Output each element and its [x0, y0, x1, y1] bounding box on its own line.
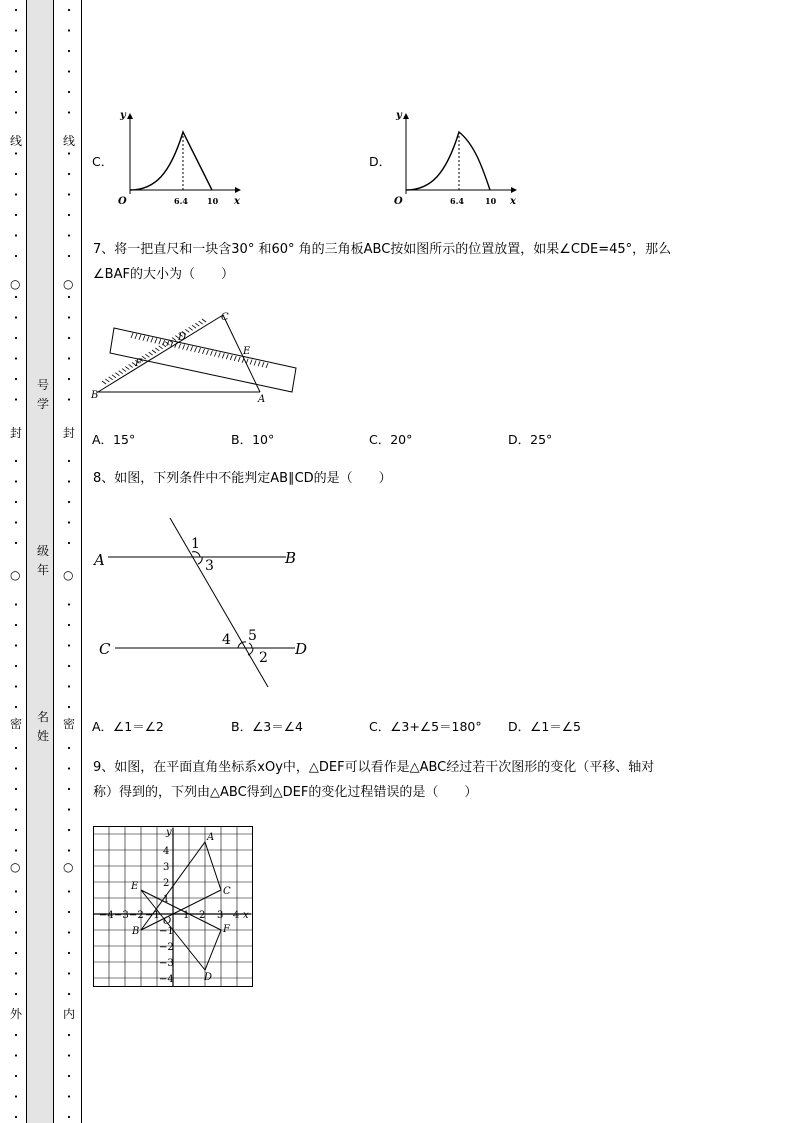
gutter-dot: [15, 972, 17, 974]
hatch-mark: [266, 363, 268, 368]
gutter-seal-mark: 线: [63, 134, 76, 148]
hatch-mark: [242, 358, 244, 363]
gutter-dot: [15, 501, 17, 503]
x-tick-label: −1: [145, 910, 160, 921]
graph-tick: 10: [485, 196, 497, 206]
point-e: E: [131, 881, 139, 892]
gutter-dot: [15, 603, 17, 605]
q8-figure: [90, 508, 320, 693]
hatch-mark: [246, 359, 248, 364]
gutter-dot: [15, 665, 17, 667]
hatch-mark: [109, 377, 113, 380]
hatch-mark: [131, 333, 133, 338]
fig-label-d: D: [178, 332, 187, 343]
y-tick-label: −2: [159, 942, 174, 953]
hatch-mark: [135, 334, 137, 339]
fig-label-e: E: [243, 346, 251, 357]
gutter-dot: [68, 624, 70, 626]
gutter-dot: [15, 1095, 17, 1097]
gutter-dot: [15, 767, 17, 769]
graph-tick: 6.4: [450, 196, 464, 206]
fig-label-a: A: [258, 394, 266, 405]
hatch-mark: [152, 350, 156, 353]
y-tick-label: 1: [163, 894, 170, 905]
gutter-dot: [15, 911, 17, 913]
hatch-mark: [191, 346, 193, 351]
hatch-mark: [145, 354, 149, 357]
gutter-dot: [15, 1116, 17, 1118]
gutter-circle: ○: [10, 277, 21, 291]
gutter-dot: [15, 255, 17, 257]
y-tick-label: 4: [163, 846, 170, 857]
gutter-dot: [15, 50, 17, 52]
q6-option-c-label: C．: [92, 154, 114, 169]
gutter-dot: [15, 378, 17, 380]
gutter-dot: [15, 542, 17, 544]
gutter-dot: [68, 50, 70, 52]
fig8-label-c: C: [99, 640, 111, 658]
q9-text-line-1: 9、如图，在平面直角坐标系xOy中，△DEF可以看作是△ABC经过若干次图形的变化（平移、轴对: [93, 760, 655, 775]
gutter-dot: [15, 1054, 17, 1056]
name-label: 名姓: [37, 710, 50, 743]
gutter-seal-mark: 线: [10, 134, 23, 148]
hatch-mark: [129, 364, 133, 367]
gutter-dot: [15, 521, 17, 523]
gutter-dot: [68, 788, 70, 790]
hatch-mark: [189, 327, 193, 330]
q8-option-c: C．∠3+∠5＝180°: [369, 719, 482, 734]
gutter-dot: [15, 952, 17, 954]
gutter-dot: [15, 9, 17, 11]
gutter-dot: [68, 890, 70, 892]
x-tick-label: −4: [99, 910, 114, 921]
gutter-dot: [68, 747, 70, 749]
hatch-mark: [238, 357, 240, 362]
x-tick-label: 4: [233, 910, 240, 921]
hatch-mark: [250, 359, 252, 364]
gutter-dot: [15, 890, 17, 892]
hatch-mark: [159, 339, 161, 344]
gutter-dot: [15, 296, 17, 298]
gutter-circle: ○: [63, 277, 74, 291]
hatch-mark: [199, 321, 203, 324]
gutter-seal-mark: 密: [63, 717, 76, 731]
hatch-mark: [234, 356, 236, 361]
q7-text-line-2: ∠BAF的大小为（ ）: [93, 267, 234, 282]
gutter-dot: [68, 378, 70, 380]
hatch-mark: [179, 344, 181, 349]
gutter-dot: [68, 808, 70, 810]
gutter-dot: [68, 644, 70, 646]
graph-origin: O: [394, 196, 403, 207]
gutter-dot: [15, 398, 17, 400]
hatch-mark: [210, 351, 212, 356]
hatch-mark: [202, 319, 206, 322]
q7-option-d: D．25°: [508, 432, 553, 447]
gutter-dot: [15, 152, 17, 154]
x-tick-label: 2: [199, 910, 206, 921]
graph-y-label: y: [396, 110, 402, 121]
y-tick-label: 3: [163, 862, 170, 873]
binding-gutter: [0, 0, 82, 1123]
gutter-dot: [15, 111, 17, 113]
point-f: F: [223, 924, 230, 935]
hatch-mark: [172, 338, 176, 341]
hatch-mark: [192, 325, 196, 328]
gutter-dot: [68, 603, 70, 605]
gutter-dot: [68, 460, 70, 462]
q8-text-line-1: 8、如图，下列条件中不能判定AB∥CD的是（ ）: [93, 471, 392, 486]
gutter-dot: [68, 29, 70, 31]
gutter-dot: [68, 665, 70, 667]
gutter-dot: [68, 1054, 70, 1056]
gutter-dot: [15, 316, 17, 318]
student-number-label: 号学: [37, 378, 50, 411]
hatch-mark: [183, 344, 185, 349]
gutter-dot: [68, 911, 70, 913]
gutter-dot: [68, 193, 70, 195]
gutter-dot: [15, 644, 17, 646]
fig-label-b: B: [91, 390, 99, 401]
fig-label-f: F: [135, 358, 142, 369]
hatch-mark: [139, 335, 141, 340]
q9-coordinate-figure: [93, 826, 253, 987]
gutter-dot: [15, 1075, 17, 1077]
gutter-dot: [15, 234, 17, 236]
gutter-dot: [68, 972, 70, 974]
gutter-dot: [15, 788, 17, 790]
hatch-mark: [206, 350, 208, 355]
fig-label-c: C: [221, 312, 229, 323]
gutter-dot: [68, 316, 70, 318]
hatch-mark: [214, 352, 216, 357]
gutter-dot: [68, 1116, 70, 1118]
point-d: D: [204, 972, 213, 983]
gutter-dot: [15, 70, 17, 72]
hatch-mark: [151, 337, 153, 342]
gutter-seal-mark: 内: [63, 1007, 76, 1021]
graph-x-label: x: [234, 196, 240, 207]
q8-option-d: D．∠1＝∠5: [508, 719, 581, 734]
gutter-dot: [15, 747, 17, 749]
gutter-circle: ○: [63, 568, 74, 582]
hatch-mark: [199, 348, 201, 353]
grade-label: 级年: [37, 544, 50, 577]
gutter-dot: [15, 808, 17, 810]
y-tick-label: −3: [159, 958, 174, 969]
gutter-dot: [15, 1034, 17, 1036]
hatch-mark: [119, 371, 123, 374]
gutter-seal-mark: 封: [10, 426, 23, 440]
angle-3: 3: [205, 558, 214, 574]
gutter-dot: [68, 111, 70, 113]
gutter-dot: [15, 624, 17, 626]
gutter-dot: [68, 521, 70, 523]
x-tick-label: −3: [114, 910, 129, 921]
gutter-dot: [68, 296, 70, 298]
hatch-mark: [143, 336, 145, 341]
hatch-mark: [155, 348, 159, 351]
gutter-dot: [15, 480, 17, 482]
gutter-dot: [15, 337, 17, 339]
x-tick-label: 1: [183, 910, 190, 921]
fig8-label-b: B: [285, 549, 297, 567]
gutter-dot: [15, 214, 17, 216]
gutter-dot: [68, 234, 70, 236]
hatch-mark: [258, 361, 260, 366]
hatch-mark: [262, 362, 264, 367]
y-tick-label: 2: [163, 878, 170, 889]
gutter-dot: [68, 9, 70, 11]
hatch-mark: [230, 355, 232, 360]
graph-x-label: x: [510, 196, 516, 207]
gutter-dot: [68, 91, 70, 93]
q8-option-a: A．∠1＝∠2: [92, 719, 164, 734]
hatch-mark: [222, 353, 224, 358]
fig8-label-a: A: [94, 551, 105, 569]
hatch-mark: [175, 343, 177, 348]
gutter-dot: [68, 357, 70, 359]
point-b: B: [132, 926, 140, 937]
hatch-mark: [102, 381, 106, 384]
gutter-dot: [15, 829, 17, 831]
gutter-dot: [15, 931, 17, 933]
origin-label: O: [163, 916, 172, 927]
gutter-dot: [15, 849, 17, 851]
q7-option-c: C．20°: [369, 432, 413, 447]
gutter-dot: [68, 1034, 70, 1036]
angle-2: 2: [259, 650, 268, 666]
gutter-dot: [68, 685, 70, 687]
q7-figure: [88, 306, 308, 406]
hatch-mark: [195, 347, 197, 352]
gutter-dot: [15, 460, 17, 462]
graph-origin: O: [118, 196, 127, 207]
hatch-mark: [142, 356, 146, 359]
point-a: A: [207, 832, 215, 843]
gutter-dot: [68, 255, 70, 257]
axis-y-label: y: [166, 827, 172, 838]
graph-tick: 6.4: [174, 196, 188, 206]
gutter-dot: [68, 706, 70, 708]
axis-x-label: x: [243, 910, 249, 921]
hatch-mark: [195, 323, 199, 326]
hatch-mark: [112, 375, 116, 378]
hatch-mark: [159, 346, 163, 349]
gutter-dot: [68, 480, 70, 482]
gutter-dot: [68, 993, 70, 995]
point-c: C: [223, 886, 231, 897]
gutter-dot: [68, 173, 70, 175]
gutter-dot: [68, 767, 70, 769]
y-tick-label: −4: [159, 974, 174, 985]
hatch-mark: [226, 354, 228, 359]
gutter-seal-mark: 密: [10, 717, 23, 731]
angle-5: 5: [248, 628, 257, 644]
gutter-circle: ○: [63, 860, 74, 874]
gutter-circle: ○: [10, 860, 21, 874]
gutter-dot: [15, 29, 17, 31]
q6-option-d-label: D．: [369, 154, 392, 169]
hatch-mark: [187, 345, 189, 350]
graph-tick: 10: [207, 196, 219, 206]
q6-option-c-graph: [110, 104, 250, 208]
gutter-dot: [68, 70, 70, 72]
gutter-dot: [68, 152, 70, 154]
gutter-dot: [15, 685, 17, 687]
q7-text-line-1: 7、将一把直尺和一块含30° 和60° 角的三角板ABC按如图所示的位置放置，如果∠CDE=45°，那么: [93, 242, 672, 257]
graph-y-label: y: [120, 110, 126, 121]
hatch-mark: [115, 373, 119, 376]
hatch-mark: [202, 349, 204, 354]
angle-1: 1: [191, 536, 200, 552]
hatch-mark: [125, 367, 129, 370]
gutter-dot: [68, 214, 70, 216]
gutter-dot: [15, 193, 17, 195]
gutter-dot: [68, 542, 70, 544]
gutter-dot: [68, 931, 70, 933]
gutter-dot: [68, 849, 70, 851]
x-tick-label: 3: [217, 910, 224, 921]
hatch-mark: [105, 379, 109, 382]
hatch-mark: [218, 352, 220, 357]
gutter-dot: [15, 91, 17, 93]
hatch-mark: [162, 344, 166, 347]
hatch-mark: [155, 338, 157, 343]
hatch-mark: [122, 369, 126, 372]
gutter-dot: [68, 501, 70, 503]
gutter-seal-mark: 封: [63, 426, 76, 440]
y-tick-label: −1: [159, 926, 174, 937]
angle-4: 4: [222, 632, 231, 648]
gutter-dot: [68, 337, 70, 339]
q9-text-line-2: 称）得到的，下列由△ABC得到△DEF的变化过程错误的是（ ）: [93, 785, 478, 800]
q7-option-b: B．10°: [231, 432, 275, 447]
x-tick-label: −2: [129, 910, 144, 921]
hatch-mark: [149, 352, 153, 355]
gutter-dot: [68, 398, 70, 400]
hatch-mark: [254, 360, 256, 365]
q7-option-a: A．15°: [92, 432, 136, 447]
hatch-mark: [147, 337, 149, 342]
gutter-dot: [15, 357, 17, 359]
gutter-dot: [68, 829, 70, 831]
gutter-dot: [15, 706, 17, 708]
q8-option-b: B．∠3＝∠4: [231, 719, 303, 734]
q6-option-d-graph: [386, 104, 526, 208]
gutter-dot: [15, 993, 17, 995]
fig8-label-d: D: [295, 640, 308, 658]
gutter-seal-mark: 外: [10, 1007, 23, 1021]
gutter-dot: [68, 1075, 70, 1077]
gutter-dot: [15, 173, 17, 175]
gutter-circle: ○: [10, 568, 21, 582]
gutter-dot: [68, 1095, 70, 1097]
gutter-dot: [68, 952, 70, 954]
